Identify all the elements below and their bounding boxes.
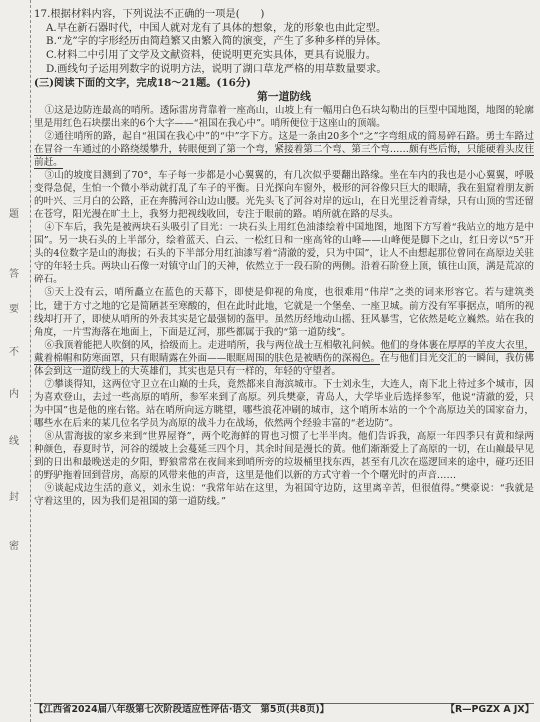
question-17-stem: 17.根据材料内容，下列说法不正确的一项是( ) [34, 8, 265, 20]
article-title: 第一道防线 [257, 90, 311, 104]
paragraph-3: ③山的坡度目测到了70°，车子每一步都是小心翼翼的，有几次似乎要翻出路缘。坐在车内的我也是小心翼翼，呼吸变得急促，生怕一个微小举动就打乱了车子的平衡。日光探向车窗外，极形的河谷像只巨大的眼睛，我在狙窟着朋友新的叶兴、三月白的公路，正在奔腾河谷山边山腰。光先头飞了河谷对岸的远山，在日光里泛着青绿，只有山顶的雪还留在苍穹，阳光漫在旷土上，我努力把视线收回，专注于眼前的路。哨所就在路的尽头。 [34, 170, 534, 221]
paragraph-8: ⑧从雷海拔的家乡来到“世界屋脊”，两个吃海鲜的胃也习惯了七半半肉。他们告诉我，高原一年四季只有黄和绿两种颜色，春夏时节，河谷的缓坡上会蔓延三四个月，其余时间是漫长的黄。他们渐渐爱上了高原的一切，在山巅最早见到的日出和最晚送走的夕阳，野狼常常在夜间来到哨所旁的垃圾桶里找东西，甚至有几次在巡逻回来的途中，碰巧还旧的野驴拖着回到营房，高原的风带来他的声音，这里是他们以新的方式守着一个个曙光时的声音…… [34, 430, 534, 482]
margin-char-4: 不 [9, 347, 19, 358]
underlined-sentence-1: 这是一条由20多个“之”字弯组成的简易碎石路。勇士车路过在冒谷一车通过的小路绕缓攀升，转眼便到了第一个弯，紧接着第二个弯、第三个弯…… [34, 130, 534, 155]
margin-char-3: 要 [9, 304, 19, 315]
paragraph-1: ①这是边防连最高的哨所。透际雷房背靠着一座高山，山坡上有一幅用白色石块勾勒出的巨型中国地图，地图的轮廓里是用红色石块摆出来的6个大字——“祖国在我心中”。哨所便位于这座山的顶端。 [34, 104, 534, 129]
margin-char-5: 内 [9, 389, 19, 400]
footer-exam-info: 【江西省2024届八年级第七次阶段适应性评估·语文 第5页(共8页)】 [34, 704, 330, 715]
footer-code: 【R—PGZX A JX】 [445, 704, 534, 715]
margin-char-8: 密 [9, 541, 19, 552]
section-heading: (三)阅读下面的文字，完成18～21题。(16分) [34, 76, 251, 89]
paragraph-2-text: ②通往哨所的路，起自“祖国在我心中”的“中”字下方。 [44, 130, 279, 142]
underlined-sentence-2: 颇有些后悔，只能硬着头皮往前赶。 [34, 143, 535, 168]
paragraph-9: ⑨谈起戍边生活的意义，刘永生说：“我常年站在这里，为祖国守边防，这里离辛苦，但很值得。”樊豪说：“我就是守着这里的，因为我们是祖国的第一道防线。” [34, 483, 534, 508]
option-b: B.“龙”字的字形经历由简趋繁又由繁入简的演变，产生了多种多样的异体。 [46, 35, 387, 48]
paragraph-2 [34, 130, 534, 169]
underlined-sentence-3: 他们的身体裹在厚厚的羊皮大衣里，戴着棉帽和防寒面罩，只有眼睛露在外面——眼眶周围的肤色是被晒伤的深褐色。 [34, 339, 535, 364]
paragraph-6-text: ⑥我顶着能把人吹倒的风，拾级而上。走进哨所，我与两位战士互相敬礼问候。 [44, 339, 381, 351]
option-d: D.画线句子运用列数字的说明方法，说明了湖口草龙严格的用草数量要求。 [46, 62, 387, 75]
option-c: C.材料二中引用了文学及文献资料，使说明更充实具体，更具有说服力。 [46, 49, 376, 62]
paragraph-6 [34, 339, 534, 378]
paragraph-7: ⑦攀谈得知，这两位守卫立在山巅的士兵，竟然都来自海滨城市。下士刘永生，大连人，南下北上待过多个城市，因为喜欢登山，去过一些高原的哨所，参军来到了高原。列兵樊豪，青岛人，大学毕业后选择参军，他说“清澈的爱，只为中国”也是他的座右铭。站在哨所向远方眺望，哪些浪花冲刷的城市，这个哨所本站的一个个高原边关的国家奋力，哪些水在后来的某几位名学员为高原的战斗力在战场，依然两个经验丰富的“老边防”。 [34, 378, 534, 429]
paragraph-4: ④下车后，我先是被两块石头吸引了目光：一块石头上用红色油漆绘着中国地图，地图下方写着“我站立的地方是中国”。另一块石头的上半部分，绘着蓝天、白云、一松红日和一座高耸的山峰——山峰便是脚下之山，红日旁以“5”开头的4位数字是山的海拔；石头的下半部分用红油漆写着“清澈的爱，只为中国”，让人不由想起那位曾同在高原边关驻守的年轻士兵。两块山石像一对镇守山门的天神，依然立于一段石阶的两侧。沿着石阶登上顶，镇往山顶，满是荒凉的碎石。 [34, 222, 534, 286]
option-a: A.早在新石器时代，中国人就对龙有了具体的想象，龙的形象也由此定型。 [46, 21, 387, 34]
page-footer [34, 703, 534, 716]
margin-char-7: 封 [9, 492, 19, 503]
margin-char-1: 题 [9, 209, 19, 220]
margin-char-2: 答 [9, 269, 19, 280]
margin-char-6: 线 [9, 436, 19, 447]
paragraph-6-tail: 在与他们目光交汇的一瞬间，我仿佛体会到这一道防线上的大英雄们，其实也是只有一样的，年轻的守望者。 [34, 352, 535, 377]
binding-margin [0, 0, 31, 722]
exam-page [34, 8, 534, 712]
paragraph-5: ⑤天上没有云，哨所矗立在蓝色的天幕下，即使是仰视的角度，也很难用“伟岸”之类的词来形容它。若与建筑类比，建于方寸之地的它是简陋甚至寒酸的，但在此时此地，它就是一个堡垒、一座卫城。前方没有军事据点，哨所的视线却打开了，即使从哨所的外表其实是它最强韧的盔甲。虽然历经地动山摇、狂风暴雪，它依然是屹立巍然。站在我的角度，一片雪海落在地面上，下面是辽河，那些都属于我的“第一道防线”。 [34, 287, 534, 338]
